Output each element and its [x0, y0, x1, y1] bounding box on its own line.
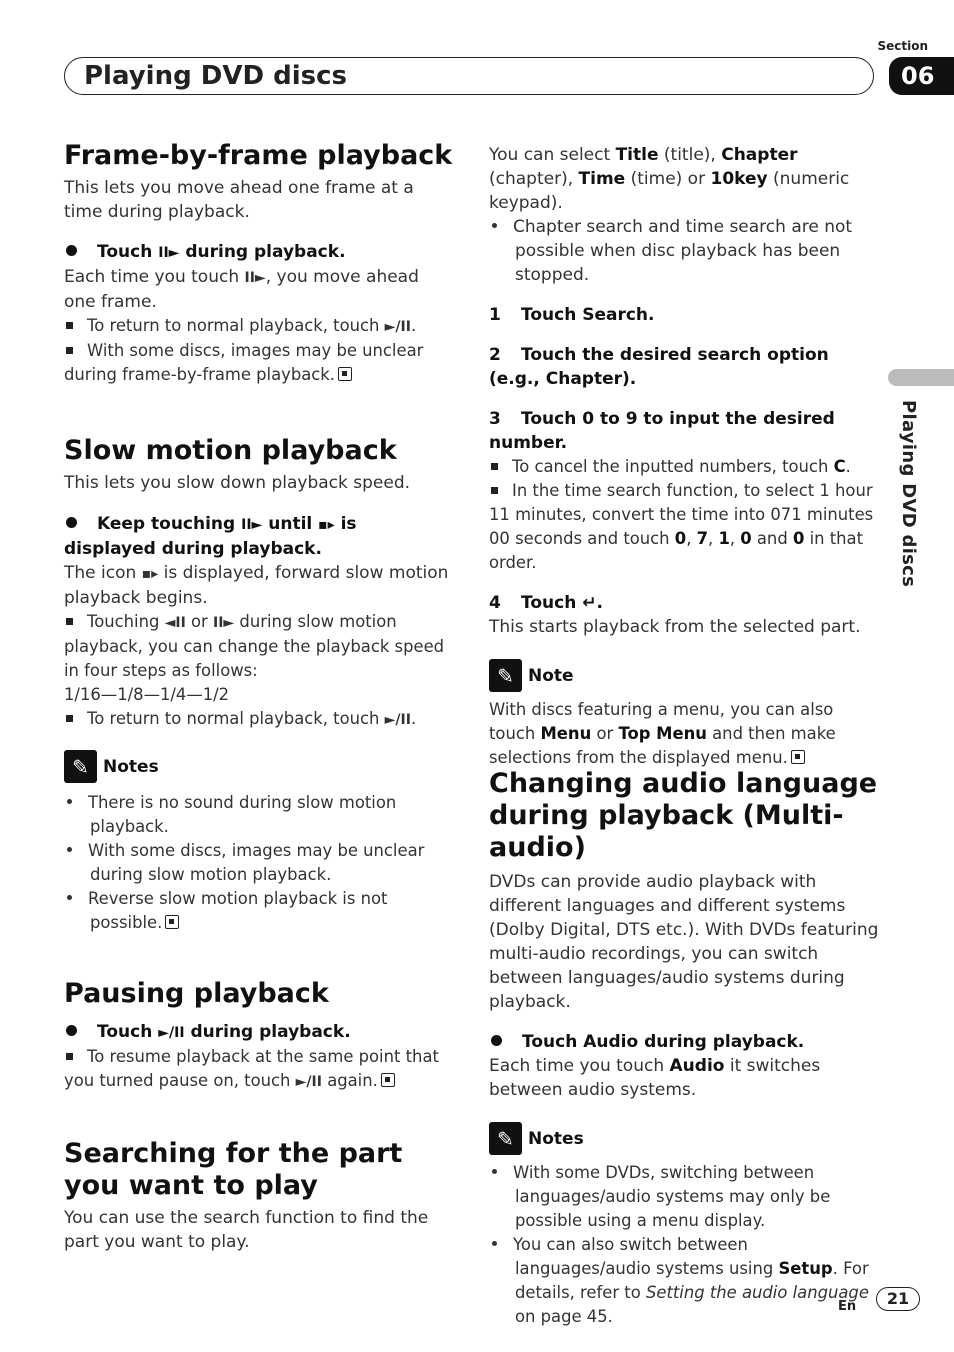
play-pause-icon: ►/II — [158, 1025, 185, 1041]
search-step-2: 2 Touch the desired search option (e.g., Chapter). — [489, 345, 829, 389]
pausing-step: Touch ►/II during playback. — [64, 1020, 454, 1045]
slow-motion-desc: The icon ▪▸ is displayed, forward slow motion playback begins. — [64, 563, 449, 608]
play-pause-icon: ►/II — [295, 1074, 322, 1090]
square-bullet-icon — [66, 618, 73, 625]
frame-advance-icon: II► — [244, 270, 266, 286]
end-mark-icon — [165, 915, 179, 929]
frame-by-frame-step: Touch II► during playback. — [64, 240, 454, 265]
slow-motion-notes-item: With some discs, images may be unclear during slow motion playback. — [64, 839, 454, 887]
frame-by-frame-note-2: With some discs, images may be unclear during frame-by-frame playback. — [64, 341, 424, 384]
audio-section — [489, 768, 881, 1329]
audio-desc: Each time you touch Audio it switches between audio systems. — [489, 1056, 821, 1100]
frame-by-frame-note-1: To return to normal playback, touch ►/II. — [64, 314, 454, 339]
search-step-4-desc: This starts playback from the selected part. — [489, 617, 861, 637]
slow-motion-section — [64, 435, 454, 935]
bullet-icon — [66, 517, 77, 528]
audio-step: Touch Audio during playback. — [489, 1030, 881, 1054]
slow-motion-notes-header: ✎ Notes — [64, 750, 454, 783]
square-bullet-icon — [66, 1053, 73, 1060]
search-note-text: With discs featuring a menu, you can also touch Menu or Top Menu and then make selections from the displayed menu. — [489, 700, 836, 767]
slow-motion-notes-item: Reverse slow motion playback is not possible. — [64, 887, 454, 935]
bullet-icon — [492, 223, 497, 228]
square-bullet-icon — [66, 322, 73, 329]
square-bullet-icon — [66, 715, 73, 722]
section-label: Section — [877, 39, 928, 53]
page-number: 21 — [876, 1287, 920, 1311]
play-pause-icon: ►/II — [384, 712, 411, 728]
search-step-4: 4 Touch ↵. — [489, 593, 603, 613]
frame-by-frame-heading: Frame-by-frame playback — [64, 140, 453, 171]
frame-advance-icon: II► — [241, 517, 263, 533]
audio-heading: Changing audio language during playback (Multi-audio) — [489, 768, 878, 863]
search-cancel-note: To cancel the inputted numbers, touch C. — [489, 455, 881, 479]
search-note-header: ✎ Note — [489, 659, 881, 692]
page-language: En — [838, 1299, 857, 1314]
bullet-icon — [66, 1025, 77, 1036]
end-mark-icon — [338, 367, 352, 381]
side-tab-text: Playing DVD discs — [898, 400, 919, 588]
pausing-heading: Pausing playback — [64, 978, 329, 1009]
bullet-icon — [67, 895, 72, 900]
end-mark-icon — [381, 1073, 395, 1087]
search-step-1: 1 Touch Search. — [489, 305, 655, 325]
chapter-title: Playing DVD discs — [84, 61, 347, 91]
slow-motion-speeds: 1/16—1/8—1/4—1/2 — [64, 685, 230, 704]
enter-icon: ↵ — [582, 593, 597, 613]
frame-advance-icon: II► — [158, 245, 180, 261]
pausing-section — [64, 978, 454, 1094]
bullet-icon — [67, 799, 72, 804]
pencil-note-icon: ✎ — [489, 1122, 522, 1155]
searching-intro: You can use the search function to find the part you want to play. — [64, 1208, 429, 1252]
square-bullet-icon — [491, 487, 498, 494]
frame-advance-icon: II► — [213, 615, 235, 631]
searching-heading: Searching for the part you want to play — [64, 1138, 403, 1201]
frame-back-icon: ◄II — [164, 615, 186, 631]
slow-motion-note-1: Touching ◄II or II► during slow motion playback, you can change the playback speed in four steps as follows: — [64, 612, 445, 680]
slow-motion-heading: Slow motion playback — [64, 435, 397, 466]
square-bullet-icon — [66, 347, 73, 354]
section-number: 06 — [889, 57, 954, 95]
slow-motion-icon: ▪▸ — [318, 517, 335, 533]
end-mark-icon — [791, 750, 805, 764]
audio-notes-header: ✎ Notes — [489, 1122, 881, 1155]
searching-section — [64, 1138, 444, 1254]
frame-by-frame-intro: This lets you move ahead one frame at a time during playback. — [64, 178, 414, 222]
slow-motion-note-2: To return to normal playback, touch ►/II. — [64, 707, 454, 732]
frame-by-frame-section — [64, 140, 454, 387]
audio-notes-item: With some DVDs, switching between languages/audio systems may only be possible using a menu display. — [489, 1161, 881, 1233]
bullet-icon — [492, 1241, 497, 1246]
search-details — [489, 143, 881, 770]
audio-intro: DVDs can provide audio playback with different languages and different systems (Dolby Digital, DTS etc.). With DVDs featuring multi-audio recordings, you can switch between languages/audio systems during playback. — [489, 872, 879, 1012]
search-time-note: In the time search function, to select 1 hour 11 minutes, convert the time into 071 minutes 00 seconds and touch 0, 7, 1, 0 and 0 in that order. — [489, 481, 874, 572]
slow-motion-step: Keep touching II► until ▪▸ is displayed during playback. — [64, 514, 357, 559]
bullet-icon — [492, 1169, 497, 1174]
search-step-3: 3 Touch 0 to 9 to input the desired number. — [489, 409, 835, 453]
square-bullet-icon — [491, 463, 498, 470]
slow-motion-intro: This lets you slow down playback speed. — [64, 473, 411, 493]
bullet-icon — [67, 847, 72, 852]
frame-by-frame-desc: Each time you touch II►, you move ahead one frame. — [64, 267, 419, 312]
pencil-note-icon: ✎ — [489, 659, 522, 692]
slow-motion-notes-item: There is no sound during slow motion playback. — [64, 791, 454, 839]
pausing-note: To resume playback at the same point that you turned pause on, touch ►/II again. — [64, 1047, 439, 1090]
pencil-note-icon: ✎ — [64, 750, 97, 783]
audio-notes-item: You can also switch between languages/audio systems using Setup. For details, refer to Setting the audio language on page 45. — [489, 1233, 881, 1329]
side-tab-marker — [888, 369, 954, 386]
bullet-icon — [491, 1035, 502, 1046]
slow-motion-icon: ▪▸ — [141, 566, 159, 582]
search-bullet: Chapter search and time search are not possible when disc playback has been stopped. — [489, 215, 881, 287]
play-pause-icon: ►/II — [384, 319, 411, 335]
search-options-text: You can select Title (title), Chapter (chapter), Time (time) or 10key (numeric keypad). — [489, 145, 850, 213]
bullet-icon — [66, 245, 77, 256]
